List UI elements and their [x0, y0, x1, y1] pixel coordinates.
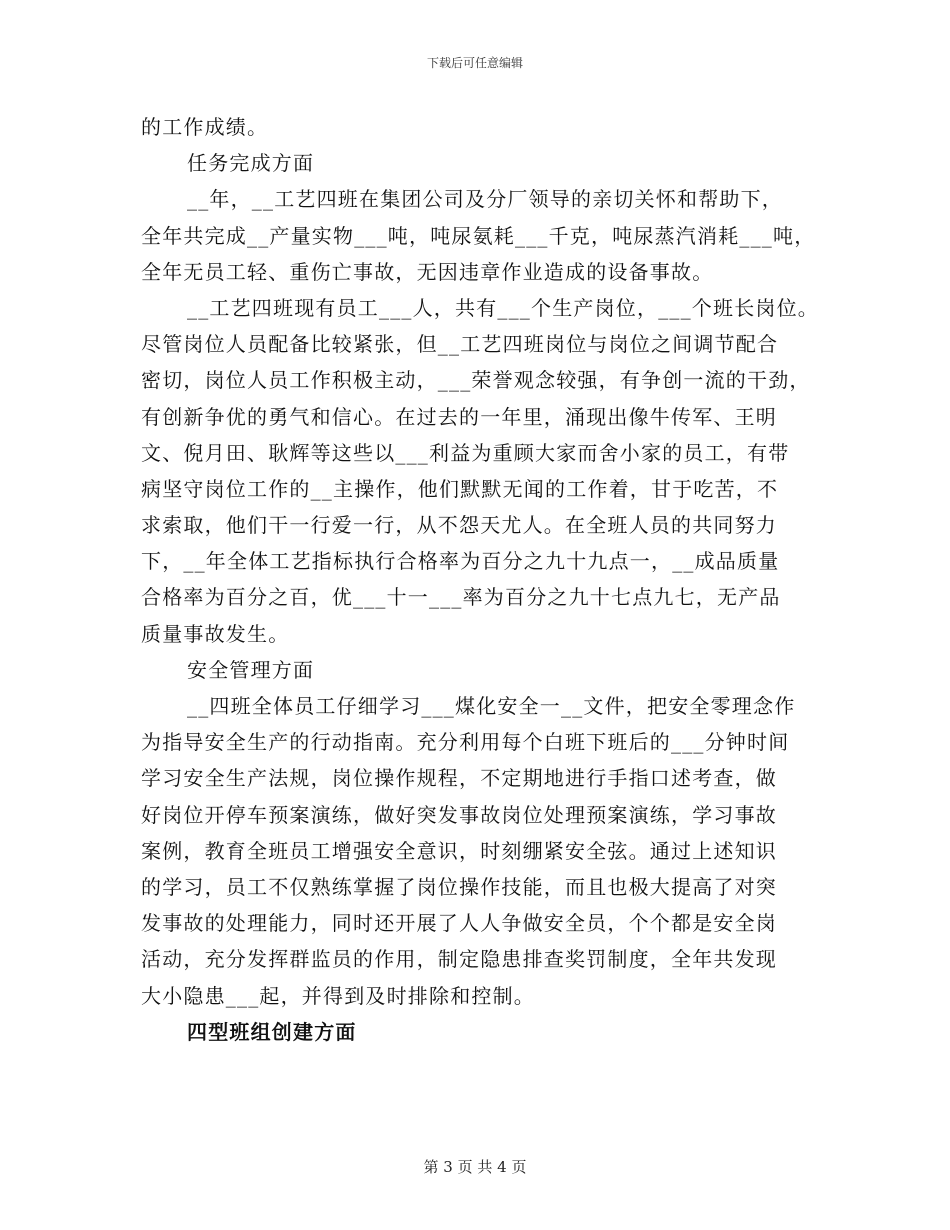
paragraph-line: 质量事故发生。	[141, 621, 290, 646]
page-footer: 第 3 页 共 4 页	[423, 1158, 527, 1176]
paragraph-line: 大小隐患___起，并得到及时排除和控制。	[141, 983, 535, 1008]
page-header: 下载后可任意编辑	[426, 56, 523, 70]
paragraph-line: 为指导安全生产的行动指南。充分利用每个白班下班后的___分钟时间	[141, 730, 790, 755]
paragraph-line: 有创新争优的勇气和信心。在过去的一年里，涌现出像牛传军、王明	[141, 404, 777, 429]
paragraph-line: 合格率为百分之百，优___十一___率为百分之九十七点九七，无产品	[141, 585, 781, 610]
paragraph-line: __工艺四班现有员工___人，共有___个生产岗位，___个班长岗位。	[187, 295, 819, 320]
paragraph-line: 全年无员工轻、重伤亡事故，无因违章作业造成的设备事故。	[141, 259, 714, 284]
paragraph-line: 的学习，员工不仅熟练掌握了岗位操作技能，而且也极大提高了对突	[141, 874, 777, 899]
paragraph-line: 尽管岗位人员配备比较紧张，但__工艺四班岗位与岗位之间调节配合	[141, 332, 779, 357]
paragraph-line: 下，__年全体工艺指标执行合格率为百分之九十九点一，__成品质量	[141, 549, 780, 574]
paragraph-line: 文、倪月田、耿辉等这些以___利益为重顾大家而舍小家的员工，有带	[141, 440, 790, 465]
paragraph-line: 求索取，他们干一行爱一行，从不怨天尤人。在全班人员的共同努力	[141, 513, 777, 538]
paragraph-line: 学习安全生产法规，岗位操作规程，不定期地进行手指口述考查，做	[141, 766, 777, 791]
section-heading-task-completion: 任务完成方面	[187, 151, 315, 176]
document-body	[141, 109, 823, 1050]
paragraph-line: 活动，充分发挥群监员的作用，制定隐患排查奖罚制度，全年共发现	[141, 947, 777, 972]
paragraph-line: __年，__工艺四班在集团公司及分厂领导的亲切关怀和帮助下，	[187, 187, 783, 212]
paragraph-line: 好岗位开停车预案演练，做好突发事故岗位处理预案演练，学习事故	[141, 802, 777, 827]
section-heading-team-building: 四型班组创建方面	[187, 1019, 357, 1044]
paragraph-line: 病坚守岗位工作的__主操作，他们默默无闻的工作着，甘于吃苦，不	[141, 476, 779, 501]
paragraph-line: 发事故的处理能力，同时还开展了人人争做安全员，个个都是安全岗	[141, 911, 777, 936]
paragraph-line: 全年共完成__产量实物___吨，吨尿氨耗___千克，吨尿蒸汽消耗___吨，	[141, 223, 816, 248]
section-heading-safety-management: 安全管理方面	[187, 657, 315, 682]
paragraph-line: 案例，教育全班员工增强安全意识，时刻绷紧安全弦。通过上述知识	[141, 838, 777, 863]
paragraph-line: __四班全体员工仔细学习___煤化安全一__文件，把安全零理念作	[187, 694, 796, 718]
paragraph-line: 密切，岗位人员工作积极主动，___荣誉观念较强，有争创一流的干劲，	[141, 368, 811, 393]
paragraph-line: 的工作成绩。	[141, 115, 269, 139]
